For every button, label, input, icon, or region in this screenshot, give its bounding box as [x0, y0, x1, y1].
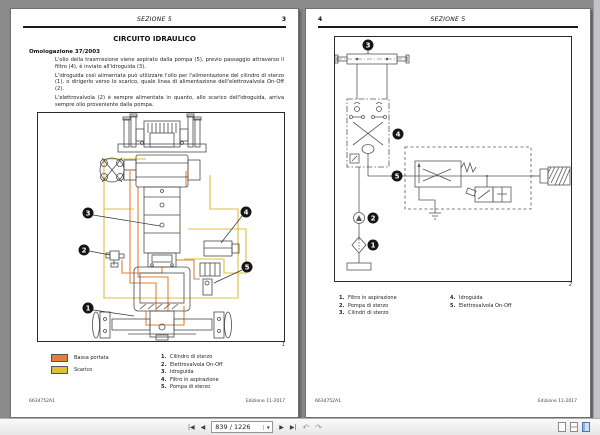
callout-3: [83, 208, 161, 227]
legend-item: 3. Idroguida: [161, 369, 194, 376]
figure-hydraulic-schematic: [334, 36, 572, 282]
legend-list: [161, 354, 222, 392]
page-number: 4: [318, 16, 323, 23]
svg-text:5: 5: [244, 263, 250, 272]
hydraulic-schematic: [335, 37, 573, 283]
callout-2: [79, 245, 111, 256]
callout-5: [392, 171, 403, 182]
transmission-body: [144, 187, 180, 253]
svg-text:2: 2: [81, 246, 87, 255]
page-right: [305, 8, 591, 418]
page-navigation: [185, 421, 325, 433]
yellow-swatch: [51, 366, 68, 374]
header-rule: [318, 26, 578, 28]
machine-illustration: [38, 113, 286, 341]
page-number: 3: [281, 16, 286, 23]
paragraph: L'idroguida così alimentata può utilizzare l'olio per l'alimentazione del cilindro di sterzo (1), o dirigerlo verso lo scarico, quale linea di alimentazione dell'elettrovalvola On-Off (2).: [55, 72, 284, 92]
svg-text:4: 4: [243, 208, 249, 217]
svg-text:1: 1: [370, 241, 376, 250]
continuous-view-icon[interactable]: [570, 422, 578, 432]
previous-view-button[interactable]: ↶: [302, 422, 310, 432]
legend-item: 3. Cilindri di sterzo: [339, 310, 389, 316]
header-rule: [23, 26, 286, 28]
key-bassa-portata: [51, 354, 161, 362]
facing-pages-view-icon[interactable]: [582, 422, 590, 432]
figure-number: 2: [568, 282, 572, 288]
swatch-label: Bassa portata: [74, 355, 109, 362]
legend-item: 4. Idroguida: [450, 295, 483, 301]
last-page-button[interactable]: ▶|: [289, 423, 297, 431]
page-header: [306, 16, 590, 23]
supply-line: [359, 167, 535, 212]
suction-filter-symbol: [347, 237, 371, 270]
next-page-button[interactable]: ▶: [279, 423, 284, 431]
callout-4: [393, 129, 404, 140]
legend-column-2: [450, 295, 511, 318]
legend-item: 1. Cilindro di sterzo: [161, 354, 213, 361]
svg-text:5: 5: [394, 172, 400, 181]
callout-1: [368, 240, 379, 251]
svg-text:3: 3: [365, 41, 371, 50]
lower-gearbox: [134, 267, 190, 311]
svg-text:3: 3: [85, 209, 91, 218]
transmission-top-assembly: [118, 114, 206, 152]
page-header: [11, 16, 298, 23]
legend-item: 4. Filtro in aspirazione: [161, 376, 219, 383]
legend: [51, 354, 298, 392]
paragraph: L'elettrovalvola (2) è sempre alimentata in quanto, allo scarico dell'idroguida, arriva sempre olio proveniente dalla pompa.: [55, 94, 284, 108]
drain-line: [419, 187, 441, 219]
first-page-button[interactable]: |◀: [188, 423, 195, 431]
page-layout-options: [558, 422, 590, 432]
damper-component: [531, 167, 570, 185]
orange-swatch: [51, 354, 68, 362]
swatch-label: Scarico: [74, 367, 93, 374]
idroguida-symbol: [347, 99, 389, 167]
page-footer: [306, 399, 590, 404]
transmission-housing: [100, 155, 200, 187]
page-number-value[interactable]: 839 / 1226: [215, 423, 251, 431]
legend-item: 5. Elettrovalvola On-Off: [450, 302, 512, 309]
edition-label: Edizione 11-2017: [245, 399, 285, 404]
pump-symbol: [354, 213, 365, 240]
steering-cylinder-symbol: [335, 54, 409, 99]
pdf-toolbar: [0, 418, 600, 435]
single-page-view-icon[interactable]: [558, 422, 566, 432]
svg-text:2: 2: [370, 214, 376, 223]
callout-4: [221, 207, 252, 244]
svg-text:1: 1: [85, 304, 91, 313]
svg-text:4: 4: [395, 130, 401, 139]
filter-component: [204, 241, 239, 256]
callout-3: [363, 40, 374, 55]
vertical-scrollbar[interactable]: [593, 0, 600, 418]
chevron-down-icon[interactable]: ▼: [263, 425, 272, 430]
section-title: SEZIONE 5: [430, 16, 466, 23]
approval-heading: Omologazione 37/2003: [29, 49, 100, 55]
chapter-title: CIRCUITO IDRAULICO: [113, 35, 196, 43]
idroguida-unit: [148, 253, 176, 267]
legend-item: 1. Filtro in aspirazione: [339, 295, 397, 301]
callout-1: [83, 303, 135, 317]
previous-page-button[interactable]: ◀: [200, 423, 206, 431]
legend-item: 2. Pompa di sterzo: [339, 302, 389, 309]
solenoid-valve-symbol: [466, 187, 511, 202]
figure-machine-diagram: [37, 112, 285, 342]
legend: [339, 295, 590, 318]
page-number-input[interactable]: [211, 421, 273, 433]
document-code: 6634752A1: [315, 399, 341, 404]
color-key: [51, 354, 161, 392]
figure-number: 1: [281, 342, 285, 349]
next-view-button[interactable]: ↷: [315, 422, 322, 432]
pump-component: [200, 263, 220, 295]
key-scarico: [51, 366, 161, 374]
legend-item: 5. Pompa di sterzo: [161, 384, 211, 391]
edition-label: Edizione 11-2017: [537, 399, 577, 404]
legend-item: 2. Elettrovalvola On-Off: [161, 361, 223, 368]
page-footer: [11, 399, 298, 404]
solenoid-component: [106, 251, 124, 267]
section-title: SEZIONE 5: [137, 16, 172, 23]
paragraph: L'olio della trasmissione viene aspirato dalla pompa (5), previo passaggio attraverso il filtro (4), è inviato all'idroguida (3).: [55, 57, 284, 70]
legend-column-1: [339, 295, 450, 318]
callout-2: [368, 213, 379, 224]
document-code: 6634752A1: [29, 399, 55, 404]
page-left: [10, 8, 299, 418]
